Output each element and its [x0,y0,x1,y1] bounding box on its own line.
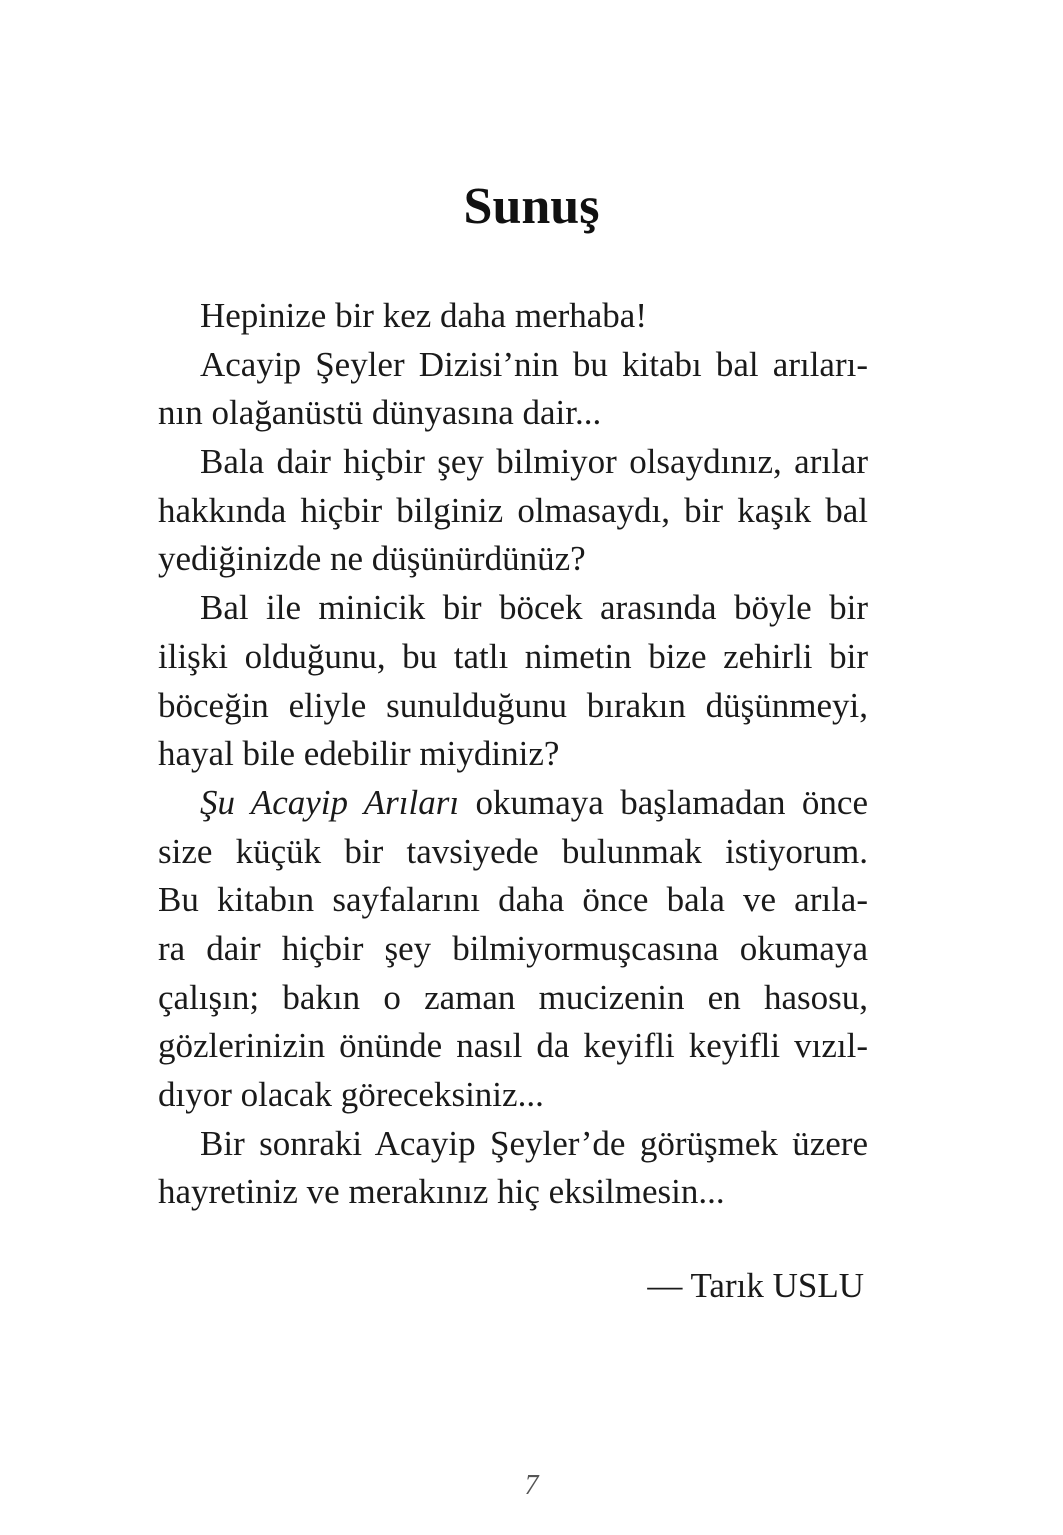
text-line: Bala dair hiçbir şey bilmiyor olsaydınız, arılar [200,442,868,482]
text-line: hayretiniz ve merakınız hiç eksilmesin... [158,1172,725,1212]
text-line: dıyor olacak göreceksiniz... [158,1075,544,1114]
page-number: 7 [524,1470,539,1501]
text-line: nın olağanüstü dünyasına dair... [158,393,602,433]
author-signature: — Tarık USLU [647,1266,864,1305]
text-line: Acayip Şeyler Dizisi’nin bu kitabı bal arıları- [200,344,868,384]
text-segment: okumaya başlamadan önce [459,782,868,822]
text-line [158,779,868,828]
text-line: hayal bile edebilir miydiniz? [158,734,560,774]
text-line: Bu kitabın sayfalarını daha önce bala ve arıla- [158,880,868,920]
body-text [158,292,868,1217]
text-line: yediğinizde ne düşünürdünüz? [158,539,586,579]
text-line: size küçük bir tavsiyede bulunmak istiyorum. [158,831,868,871]
text-line: ra dair hiçbir şey bilmiyormuşcasına okumaya [158,928,868,968]
page-title: Sunuş [463,178,600,235]
book-title-italic: Şu Acayip Arıları [200,782,460,822]
text-line: böceğin eliyle sunulduğunu bırakın düşünmeyi, [158,685,868,725]
text-line: hakkında hiçbir bilginiz olmasaydı, bir kaşık bal [158,490,868,530]
text-line: Bal ile minicik bir böcek arasında böyle bir [200,588,868,628]
text-line: çalışın; bakın o zaman mucizenin en hasosu, [158,977,868,1017]
text-line: gözlerinizin önünde nasıl da keyifli keyifli vızıl- [158,1026,868,1066]
text-line: ilişki olduğunu, bu tatlı nimetin bize zehirli bir [158,636,868,676]
text-line: Hepinize bir kez daha merhaba! [200,296,647,335]
text-line: Bir sonraki Acayip Şeyler’de görüşmek üzere [200,1123,868,1163]
